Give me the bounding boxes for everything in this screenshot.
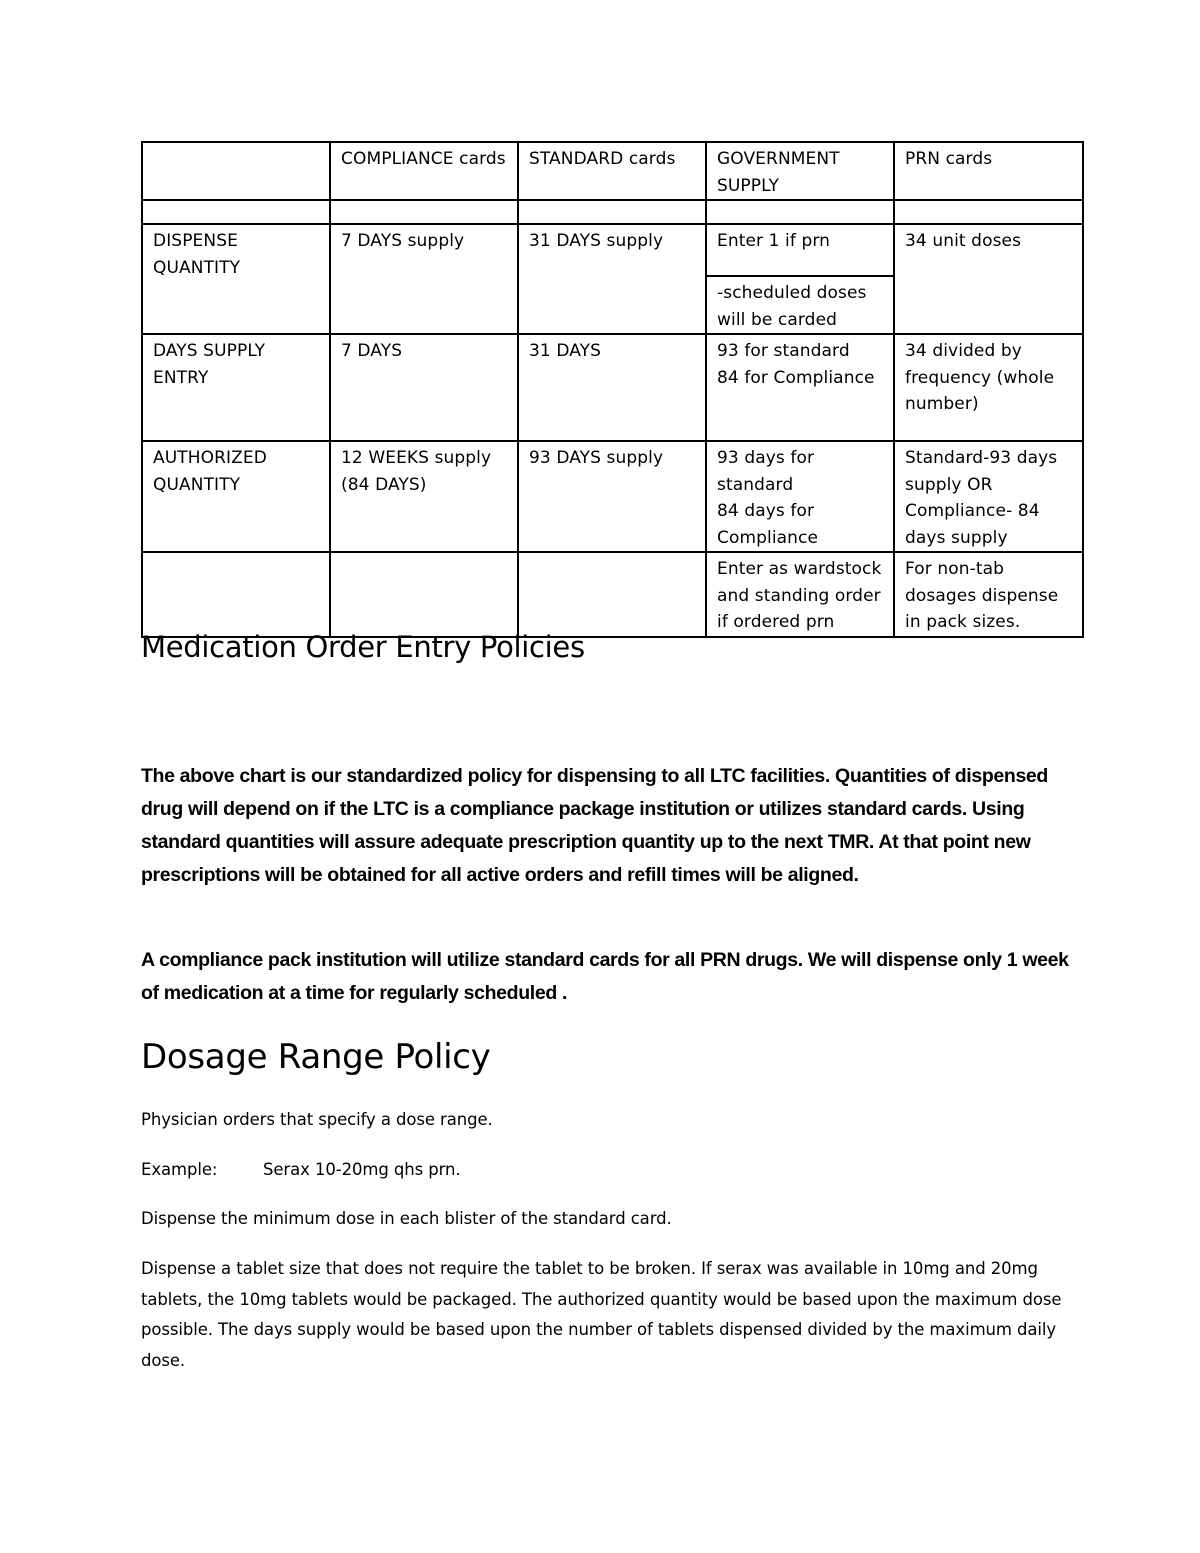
table-cell [706, 200, 894, 224]
table-cell: 31 DAYS [518, 334, 706, 441]
table-cell [518, 200, 706, 224]
dosage-example [141, 1155, 1071, 1186]
table-cell [706, 441, 894, 552]
row-label: AUTHORIZED QUANTITY [142, 441, 330, 552]
row-label: DAYS SUPPLY ENTRY [142, 334, 330, 441]
table-spacer-row [142, 200, 1083, 224]
row-label [142, 552, 330, 637]
table-row-authorized-quantity [142, 441, 1083, 552]
table-row-notes [142, 552, 1083, 637]
policy-paragraph: The above chart is our standardized policy for dispensing to all LTC facilities. Quantities of dispensed drug will depend on if the LTC is a compliance package institution or utilizes standard cards. Using standard quantities will assure adequate prescription quantity up to the next TMR. At that point new prescriptions will be obtained for all active orders and refill times will be aligned. [141, 765, 1048, 886]
cell-line: 12 WEEKS supply [341, 448, 492, 468]
table-header-cell [142, 142, 330, 200]
table-row-days-supply-entry [142, 334, 1083, 441]
table-cell: 34 divided by frequency (whole number) [894, 334, 1083, 441]
table-header-cell: GOVERNMENT SUPPLY [706, 142, 894, 200]
table-header-cell: STANDARD cards [518, 142, 706, 200]
table-cell: Enter 1 if prn [706, 224, 894, 276]
tablet-size-paragraph: Dispense a tablet size that does not require the tablet to be broken. If serax was available in 10mg and 20mg tablets, the 10mg tablets would be packaged. The authorized quantity would be based upon the maximum dose possible. The days supply would be based upon the number of tablets dispensed divided by the maximum daily dose. [141, 1259, 1062, 1370]
table-cell [706, 334, 894, 441]
table-cell: 34 unit doses [894, 224, 1083, 334]
section-title-medication-order-entry: Medication Order Entry Policies [141, 630, 585, 664]
dispensing-policy-table [141, 141, 1084, 638]
table-header-row [142, 142, 1083, 200]
cell-line: 84 days for Compliance [717, 501, 819, 548]
table-header-cell: COMPLIANCE cards [330, 142, 518, 200]
table-cell: Standard-93 days supply OR Compliance- 84 days supply [894, 441, 1083, 552]
table-cell: -scheduled doses will be carded [706, 276, 894, 334]
example-label: Example: [141, 1160, 218, 1179]
table-cell [330, 200, 518, 224]
table-cell: 7 DAYS [330, 334, 518, 441]
table-cell: 31 DAYS supply [518, 224, 706, 334]
section-title-dosage-range: Dosage Range Policy [141, 1037, 491, 1077]
cell-line: (84 DAYS) [341, 474, 427, 495]
table-cell [330, 552, 518, 637]
example-value: Serax 10-20mg qhs prn. [263, 1160, 461, 1179]
table-cell: 7 DAYS supply [330, 224, 518, 334]
table-cell [518, 552, 706, 637]
row-label: DISPENSE QUANTITY [142, 224, 330, 334]
table-row-dispense-quantity [142, 224, 1083, 276]
minimum-dose-paragraph: Dispense the minimum dose in each blister of the standard card. [141, 1209, 672, 1228]
table-cell [330, 441, 518, 552]
cell-line: 93 for standard [717, 341, 850, 361]
table-cell [894, 200, 1083, 224]
policy-paragraph: A compliance pack institution will utilize standard cards for all PRN drugs. We will dispense only 1 week of medication at a time for regularly scheduled . [141, 949, 1069, 1004]
table-cell [142, 200, 330, 224]
table-header-cell: PRN cards [894, 142, 1083, 200]
table-cell: 93 DAYS supply [518, 441, 706, 552]
dosage-intro: Physician orders that specify a dose range. [141, 1110, 493, 1129]
cell-line: 84 for Compliance [717, 367, 875, 388]
cell-line: 93 days for standard [717, 448, 815, 495]
table-cell: For non-tab dosages dispense in pack sizes. [894, 552, 1083, 637]
table-cell: Enter as wardstock and standing order if ordered prn [706, 552, 894, 637]
